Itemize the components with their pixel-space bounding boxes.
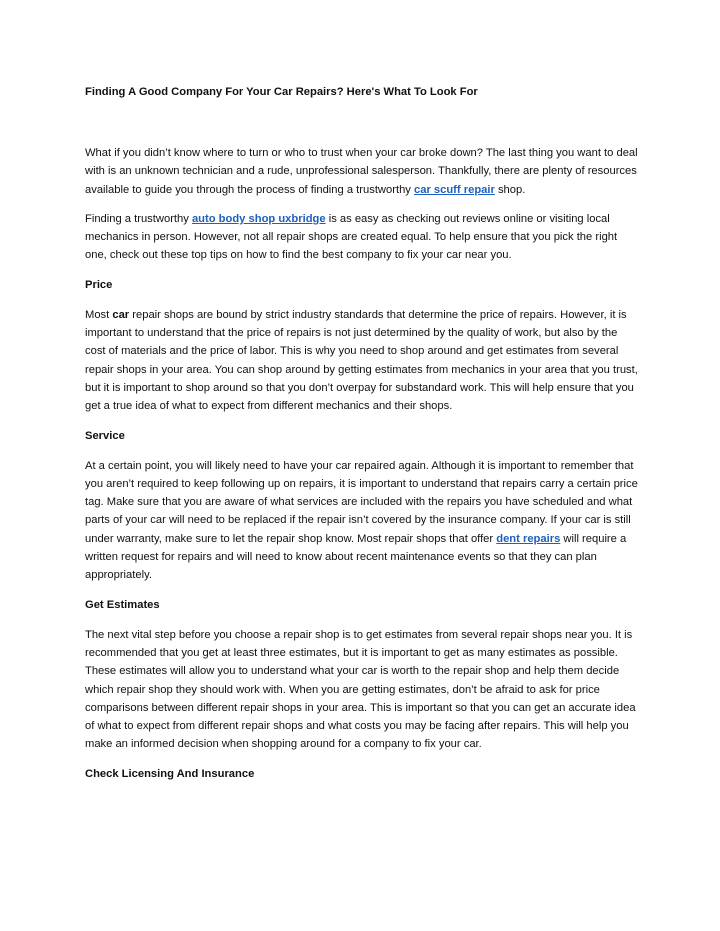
intro-p2-text-after: is as easy as checking out reviews online or visiting local mechanics in person. However, not all repair shops are created equal. To help ensure that you pick the right one, check out these top tips on how to find the best company to fix your car near you.: [85, 212, 618, 262]
document-title: Finding A Good Company For Your Car Repairs? Here's What To Look For: [85, 86, 478, 98]
estimates-paragraph: The next vital step before you choose a repair shop is to get estimates from several repair shops near you. It is recommended that you get at least three estimates, but it is important to get as many estimates as possible. These estimates will allow you to understand what your car is worth to the repair shop and help them decide which repair shop they should work with. When you are getting estimates, don’t be afraid to ask for price comparisons between different repair shops in your area. This is important so that you can get an accurate idea of what to expect from different repair shops and what costs you may be facing after repairs. This will help you make an informed decision when shopping around for a company to fix your car.: [85, 628, 636, 751]
service-paragraph: [85, 457, 640, 585]
intro-p1-text-after: shop.: [494, 183, 526, 196]
document-body: [85, 144, 640, 795]
service-heading: Service: [85, 429, 125, 442]
service-text-before: At a certain point, you will likely need to have your car repaired again. Although it is important to remember that you aren’t required to keep following up on repairs, it is important to understand that repairs carry a certain price tag. Make sure that you are aware of what services are included with the repairs you have scheduled and what parts of your car will need to be replaced if the repair isn’t covered by the insurance company. If your car is still under warranty, make sure to let the repair shop know. Most repair shops that offer: [85, 459, 638, 545]
price-paragraph: [85, 306, 640, 416]
price-text-before: Most: [85, 308, 113, 321]
intro-paragraph-2: [85, 210, 640, 265]
price-bold-word: car: [112, 308, 130, 321]
auto-body-shop-link[interactable]: auto body shop uxbridge: [191, 212, 326, 225]
dent-repairs-link[interactable]: dent repairs: [496, 532, 561, 545]
licensing-heading: Check Licensing And Insurance: [85, 767, 255, 780]
service-text-after: will require a written request for repairs and will need to know about recent maintenance events so that they can plan appropriately.: [85, 532, 627, 582]
car-scuff-repair-link[interactable]: car scuff repair: [414, 183, 495, 196]
estimates-heading: Get Estimates: [85, 598, 160, 611]
intro-paragraph-1: [85, 144, 640, 199]
price-heading: Price: [85, 278, 113, 291]
intro-p1-text-before: What if you didn’t know where to turn or who to trust when your car broke down? The last thing you want to deal with is an unknown technician and a rude, unprofessional salesperson. Thankfully, there are plenty of resources available to guide you through the process of finding a trustworthy: [85, 147, 638, 196]
intro-p2-text-before: Finding a trustworthy: [85, 212, 192, 225]
price-text-after: repair shops are bound by strict industry standards that determine the price of repairs. However, it is important to understand that the price of repairs is not just determined by the quality of work, but also by the cost of materials and the price of labor. This is why you need to shop around and get estimates from several repair shops in your area. You can shop around by getting estimates from mechanics in your area that you trust, but it is important to shop around so that you don’t overpay for substandard work. This will help ensure that you get a true idea of what to expect from different mechanics and their shops.: [85, 308, 638, 413]
